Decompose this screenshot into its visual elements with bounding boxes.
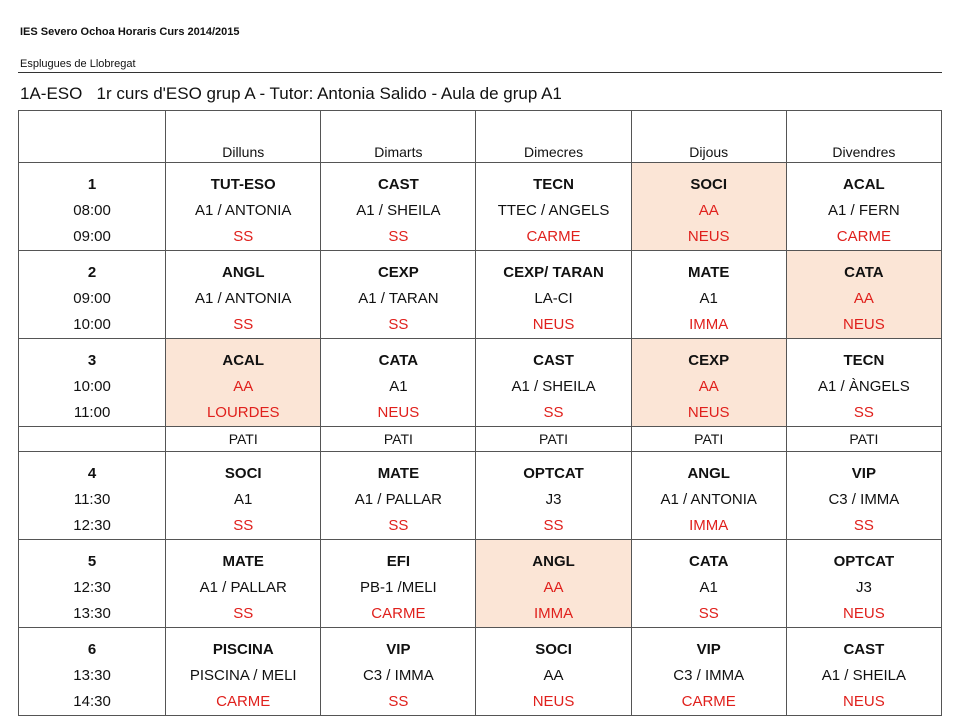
period-time-cell xyxy=(19,452,166,540)
teacher-label: NEUS xyxy=(843,693,885,710)
schedule-table xyxy=(18,110,942,716)
subject-code: CATA xyxy=(378,352,419,369)
day-header: Dilluns xyxy=(166,111,321,163)
class-cell xyxy=(476,540,631,628)
subject-code: VIP xyxy=(851,465,876,482)
period-start-time: 10:00 xyxy=(73,378,111,395)
subject-code: VIP xyxy=(696,641,721,658)
period-time-cell xyxy=(19,628,166,716)
subject-code: CEXP xyxy=(377,264,419,281)
teacher-label: SS xyxy=(543,517,564,534)
period-start-time: 09:00 xyxy=(73,290,111,307)
class-cell xyxy=(476,163,631,251)
class-cell xyxy=(166,163,321,251)
subject-code: CAST xyxy=(377,176,419,193)
period-number: 1 xyxy=(87,176,97,193)
teacher-label: SS xyxy=(233,517,254,534)
subject-code: CAST xyxy=(533,352,574,369)
subject-code: CEXP/ TARAN xyxy=(503,264,604,281)
room-label: AA xyxy=(698,202,719,219)
period-start-time: 12:30 xyxy=(73,579,111,596)
room-label: C3 / IMMA xyxy=(828,491,900,508)
teacher-label: NEUS xyxy=(843,316,885,333)
period-row xyxy=(19,251,942,339)
class-cell xyxy=(631,251,786,339)
room-label: TTEC / ANGELS xyxy=(497,202,610,219)
room-label: AA xyxy=(853,290,874,307)
room-label: LA-CI xyxy=(534,290,573,307)
teacher-label: NEUS xyxy=(532,316,575,333)
teacher-label: SS xyxy=(233,605,254,622)
break-cell: PATI xyxy=(476,427,631,452)
teacher-label: IMMA xyxy=(689,316,729,333)
class-cell xyxy=(476,628,631,716)
class-cell xyxy=(631,163,786,251)
teacher-label: NEUS xyxy=(377,404,420,421)
class-cell xyxy=(321,251,476,339)
room-label: AA xyxy=(543,667,564,684)
break-time-cell xyxy=(19,427,166,452)
class-cell xyxy=(631,339,786,427)
period-end-time: 10:00 xyxy=(73,316,111,333)
class-cell xyxy=(321,628,476,716)
subject-code: ANGL xyxy=(687,465,730,482)
teacher-label: LOURDES xyxy=(206,404,280,421)
class-cell xyxy=(321,339,476,427)
class-cell xyxy=(166,628,321,716)
teacher-label: CARME xyxy=(836,228,891,245)
period-end-time: 12:30 xyxy=(73,517,111,534)
class-cell xyxy=(786,339,941,427)
teacher-label: SS xyxy=(388,517,409,534)
class-cell xyxy=(166,339,321,427)
day-header: Divendres xyxy=(786,111,941,163)
subject-code: SOCI xyxy=(224,465,262,482)
break-cell: PATI xyxy=(786,427,941,452)
subject-code: VIP xyxy=(386,641,411,658)
room-label: A1 / ANTONIA xyxy=(660,491,757,508)
school-header: IES Severo Ochoa Horaris Curs 2014/2015 xyxy=(20,26,240,38)
header-divider xyxy=(18,72,942,73)
room-label: A1 xyxy=(389,378,408,395)
break-cell: PATI xyxy=(166,427,321,452)
teacher-label: CARME xyxy=(216,693,271,710)
class-cell xyxy=(786,251,941,339)
class-cell xyxy=(476,452,631,540)
room-label: J3 xyxy=(855,579,872,596)
room-label: C3 / IMMA xyxy=(362,667,434,684)
subject-code: OPTCAT xyxy=(523,465,584,482)
teacher-label: SS xyxy=(698,605,719,622)
day-header: Dimarts xyxy=(321,111,476,163)
period-number: 3 xyxy=(87,352,97,369)
break-cell: PATI xyxy=(321,427,476,452)
room-label: A1 xyxy=(699,579,718,596)
day-header: Dijous xyxy=(631,111,786,163)
teacher-label: SS xyxy=(233,228,254,245)
group-title: 1A-ESO 1r curs d'ESO grup A - Tutor: Antonia Salido - Aula de grup A1 xyxy=(20,84,562,103)
teacher-label: SS xyxy=(388,228,409,245)
room-label: A1 / SHEILA xyxy=(356,202,441,219)
teacher-label: CARME xyxy=(371,605,426,622)
class-cell xyxy=(166,540,321,628)
room-label: A1 / ÀNGELS xyxy=(818,378,910,395)
room-label: PB-1 /MELI xyxy=(360,579,437,596)
subject-code: ACAL xyxy=(843,176,885,193)
class-cell xyxy=(786,628,941,716)
room-label: J3 xyxy=(545,491,562,508)
day-header: Dimecres xyxy=(476,111,631,163)
class-cell xyxy=(631,628,786,716)
class-cell xyxy=(786,452,941,540)
subject-code: CATA xyxy=(688,553,729,570)
period-start-time: 11:30 xyxy=(73,491,111,508)
period-end-time: 13:30 xyxy=(73,605,111,622)
class-cell xyxy=(321,452,476,540)
period-row xyxy=(19,452,942,540)
subject-code: MATE xyxy=(688,264,730,281)
period-time-cell xyxy=(19,339,166,427)
teacher-label: NEUS xyxy=(687,228,730,245)
period-time-cell xyxy=(19,540,166,628)
teacher-label: SS xyxy=(853,404,874,421)
room-label: A1 / SHEILA xyxy=(821,667,906,684)
period-time-cell xyxy=(19,251,166,339)
break-cell: PATI xyxy=(631,427,786,452)
teacher-label: SS xyxy=(233,316,254,333)
class-cell xyxy=(321,540,476,628)
room-label: A1 / PALLAR xyxy=(199,579,287,596)
room-label: C3 / IMMA xyxy=(673,667,745,684)
subject-code: CATA xyxy=(844,264,884,281)
period-number: 4 xyxy=(87,465,97,482)
period-number: 2 xyxy=(87,264,97,281)
subject-code: MATE xyxy=(377,465,420,482)
period-end-time: 09:00 xyxy=(73,228,111,245)
period-end-time: 11:00 xyxy=(73,404,111,421)
class-cell xyxy=(786,163,941,251)
class-cell xyxy=(166,251,321,339)
class-cell xyxy=(631,452,786,540)
room-label: AA xyxy=(543,579,564,596)
class-cell xyxy=(476,251,631,339)
teacher-label: SS xyxy=(543,404,564,421)
teacher-label: CARME xyxy=(681,693,736,710)
period-start-time: 08:00 xyxy=(73,202,111,219)
subject-code: ACAL xyxy=(222,352,265,369)
teacher-label: NEUS xyxy=(532,693,575,710)
room-label: A1 / ANTONIA xyxy=(195,202,292,219)
subject-code: OPTCAT xyxy=(833,553,895,570)
subject-code: SOCI xyxy=(535,641,572,658)
period-number: 6 xyxy=(87,641,97,658)
class-cell xyxy=(166,452,321,540)
class-cell xyxy=(631,540,786,628)
teacher-label: IMMA xyxy=(533,605,574,622)
period-start-time: 13:30 xyxy=(73,667,111,684)
teacher-label: SS xyxy=(388,693,409,710)
room-label: A1 / ANTONIA xyxy=(195,290,292,307)
subject-code: TECN xyxy=(843,352,885,369)
subject-code: EFI xyxy=(386,553,411,570)
teacher-label: CARME xyxy=(526,228,581,245)
subject-code: ANGL xyxy=(532,553,575,570)
room-label: A1 / SHEILA xyxy=(511,378,596,395)
period-end-time: 14:30 xyxy=(73,693,111,710)
period-number: 5 xyxy=(87,553,97,570)
period-row xyxy=(19,628,942,716)
room-label: A1 xyxy=(699,290,718,307)
teacher-label: SS xyxy=(853,517,874,534)
period-row xyxy=(19,163,942,251)
room-label: A1 xyxy=(234,491,253,508)
teacher-label: NEUS xyxy=(843,605,885,622)
class-cell xyxy=(476,339,631,427)
subject-code: PISCINA xyxy=(212,641,274,658)
subject-code: TECN xyxy=(533,176,574,193)
subject-code: SOCI xyxy=(690,176,728,193)
room-label: AA xyxy=(698,378,719,395)
corner-cell xyxy=(19,111,166,163)
room-label: A1 / TARAN xyxy=(358,290,439,307)
class-cell xyxy=(321,163,476,251)
teacher-label: IMMA xyxy=(689,517,729,534)
subject-code: TUT-ESO xyxy=(210,176,276,193)
period-time-cell xyxy=(19,163,166,251)
room-label: A1 / FERN xyxy=(828,202,900,219)
teacher-label: NEUS xyxy=(687,404,730,421)
room-label: PISCINA / MELI xyxy=(189,667,297,684)
town-label: Esplugues de Llobregat xyxy=(20,58,136,70)
period-row xyxy=(19,540,942,628)
teacher-label: SS xyxy=(388,316,409,333)
subject-code: ANGL xyxy=(221,264,265,281)
subject-code: CEXP xyxy=(688,352,730,369)
class-cell xyxy=(786,540,941,628)
subject-code: MATE xyxy=(222,553,264,570)
break-row xyxy=(19,427,942,452)
subject-code: CAST xyxy=(843,641,885,658)
day-header-row xyxy=(19,111,942,163)
room-label: AA xyxy=(233,378,254,395)
room-label: A1 / PALLAR xyxy=(354,491,443,508)
period-row xyxy=(19,339,942,427)
